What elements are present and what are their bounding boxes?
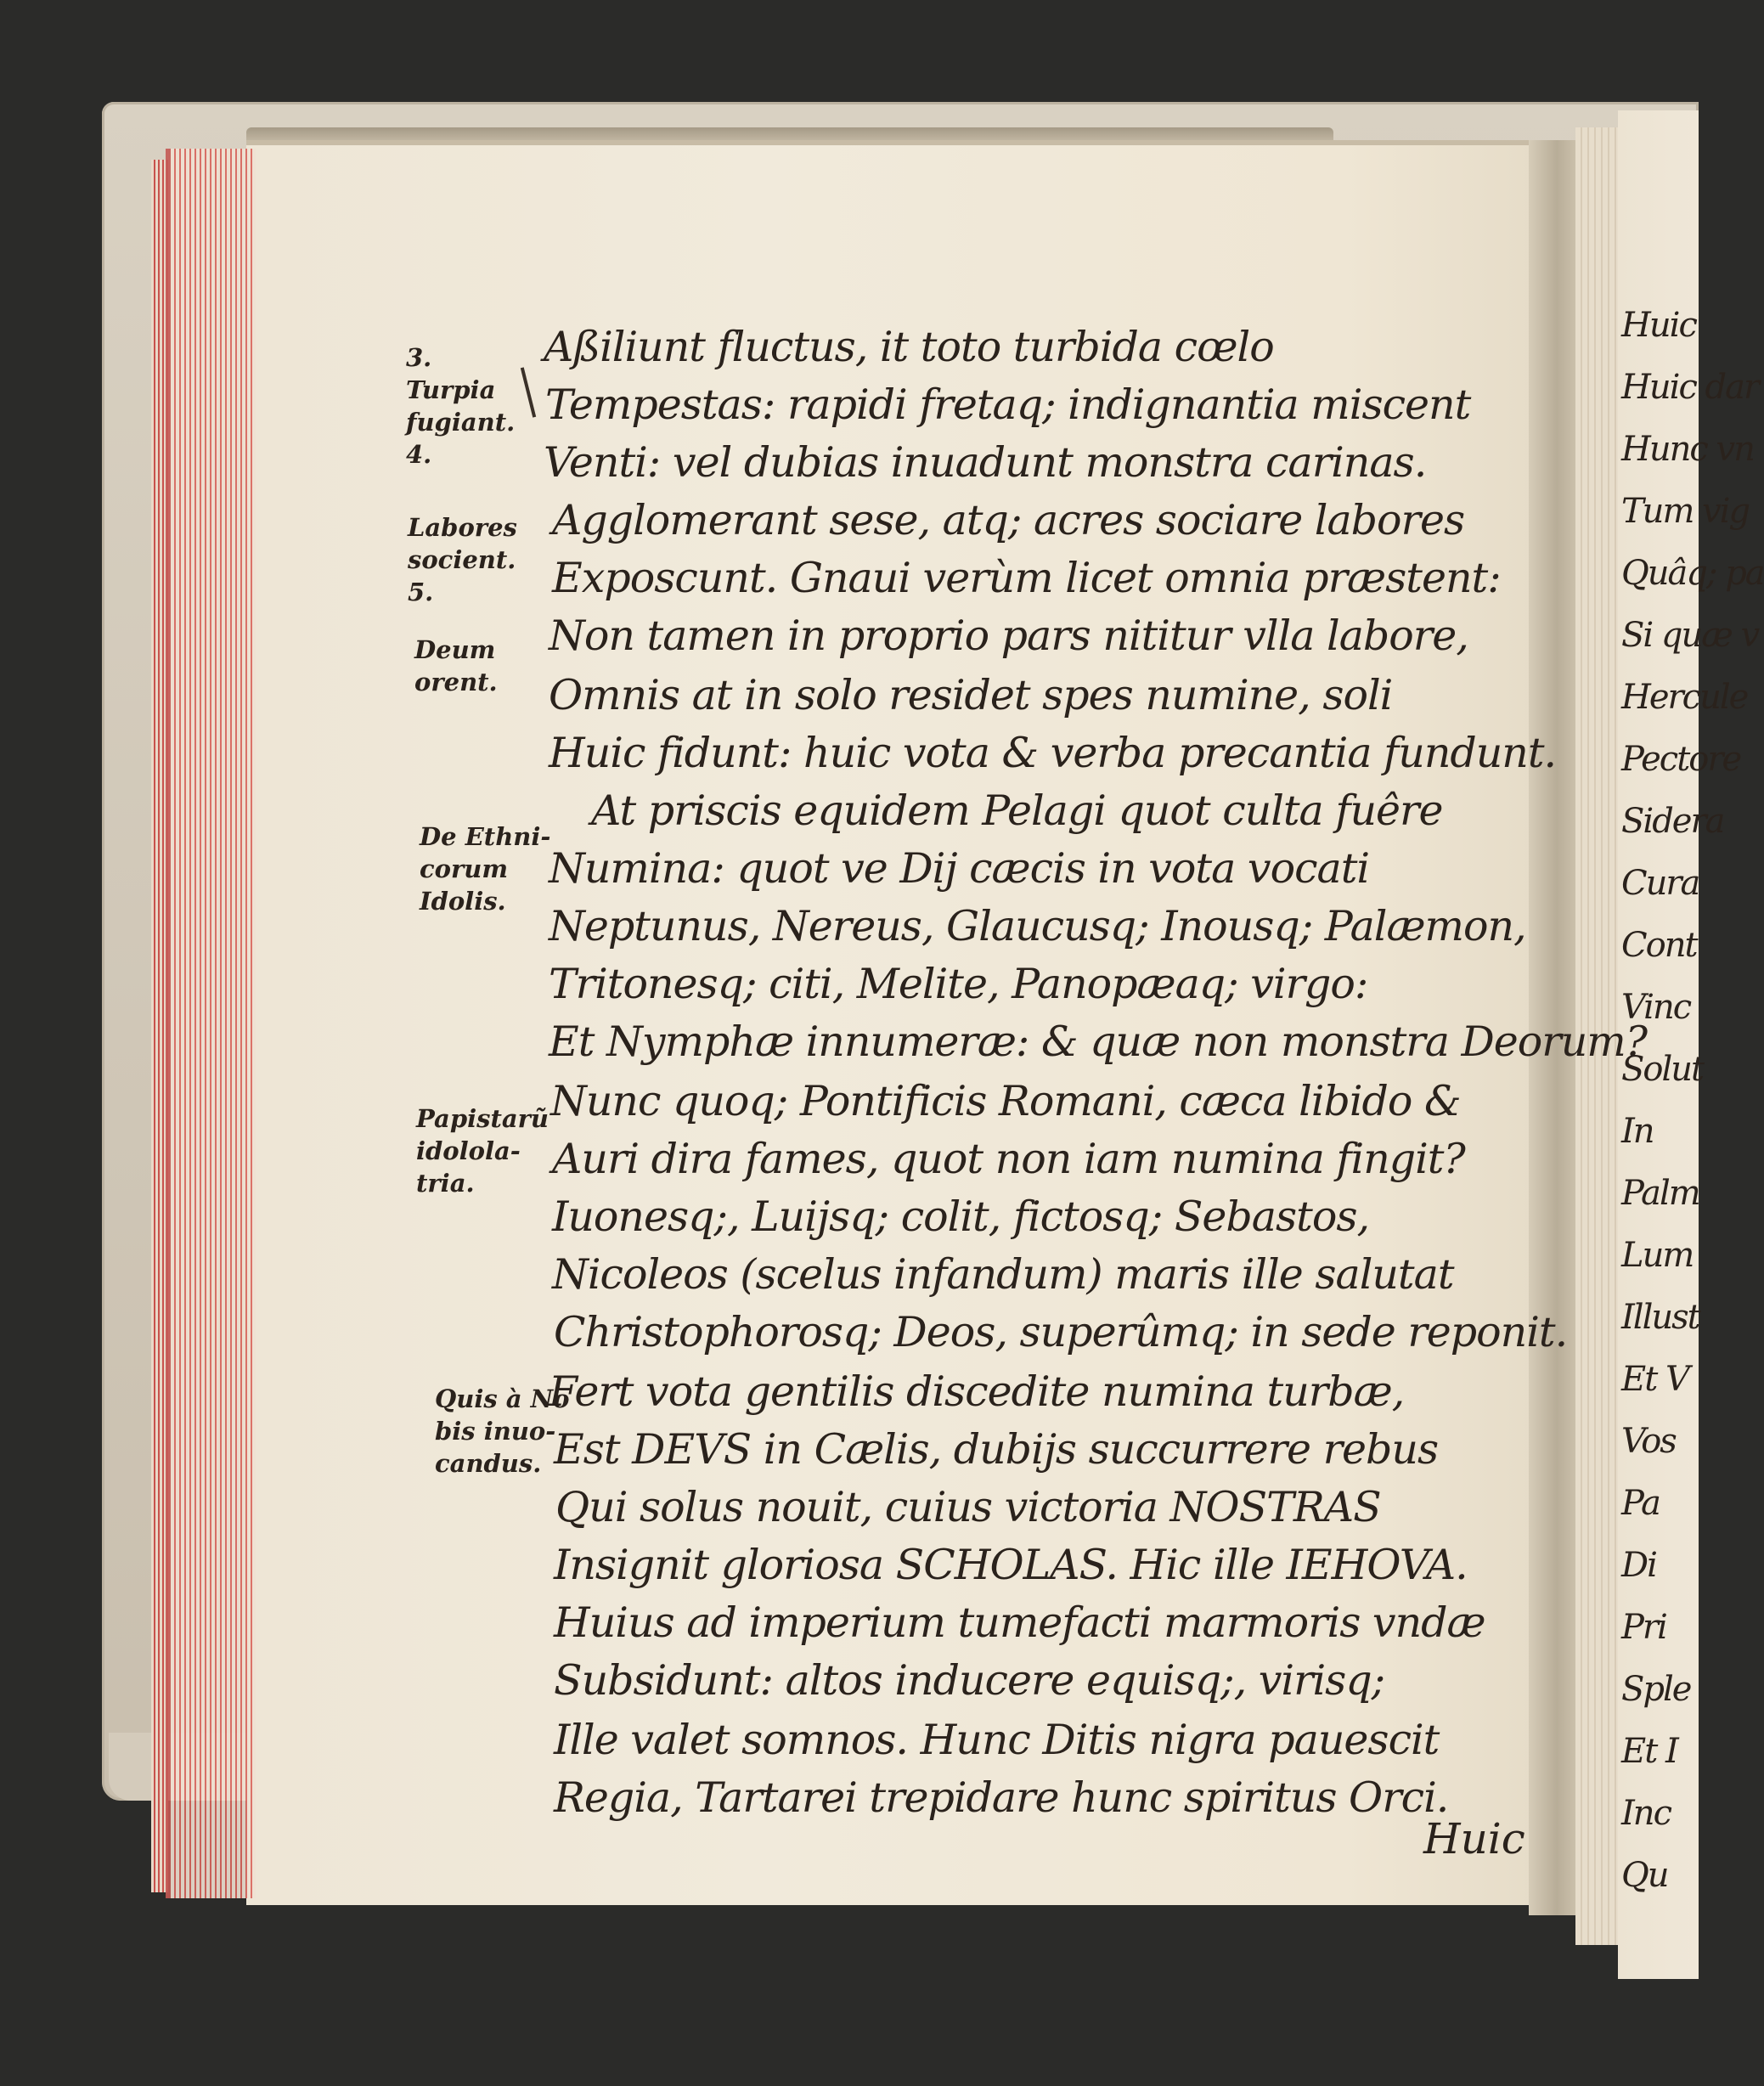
verse-line: Auri dira fames, quot non iam numina fingit?: [552, 1135, 1465, 1183]
margin-note: [414, 634, 498, 698]
margin-note-line: fugiant.: [406, 408, 516, 437]
margin-note: [435, 1383, 570, 1480]
verse-line: Numina: quot ve Dij cæcis in vota vocati: [549, 844, 1370, 893]
facing-page-line: Sidera: [1621, 802, 1724, 841]
margin-note-line: candus.: [435, 1449, 542, 1478]
margin-note-line: idolola-: [416, 1136, 521, 1165]
verse-line: Subsidunt: altos inducere equisq;, virisq;: [554, 1656, 1385, 1705]
margin-note-line: corum: [420, 854, 509, 883]
facing-page-line: Quâq; pa: [1621, 554, 1764, 593]
margin-note-line: Quis à No: [435, 1384, 570, 1413]
facing-page-line: Pri: [1621, 1608, 1666, 1647]
red-fore-edge: [166, 149, 256, 1898]
facing-page-line: Cura: [1621, 864, 1699, 903]
margin-note: [420, 820, 550, 917]
margin-note-line: 3.: [406, 343, 432, 372]
verse-line: Agglomerant sese, atq; acres sociare labores: [552, 496, 1465, 544]
verse-line: Qui solus nouit, cuius victoria NOSTRAS: [555, 1483, 1381, 1531]
margin-note: [416, 1102, 549, 1199]
verse-line: Insignit gloriosa SCHOLAS. Hic ille IEHOVA.: [554, 1541, 1468, 1589]
facing-page-line: Illust: [1621, 1298, 1699, 1337]
verse-line: Est DEVS in Cælis, dubijs succurrere rebus: [554, 1425, 1439, 1474]
facing-page-line: Huic: [1621, 306, 1696, 345]
margin-note-line: Deum: [414, 635, 496, 664]
facing-page-line: Et V: [1621, 1360, 1688, 1399]
facing-page-line: Tum vig: [1621, 492, 1750, 531]
margin-note-line: socient.: [408, 545, 516, 574]
facing-page-line: In: [1621, 1112, 1654, 1151]
facing-page-line: Qu: [1621, 1856, 1668, 1895]
verse-line: Et Nymphæ innumeræ: & quæ non monstra Deorum?: [549, 1018, 1648, 1066]
facing-page-line: Huic dar: [1621, 368, 1759, 407]
verse-line: Regia, Tartarei trepidare hunc spiritus Orci.: [554, 1773, 1449, 1822]
margin-note-line: Labores: [408, 513, 517, 542]
margin-note-line: bis inuo-: [435, 1417, 556, 1446]
facing-page-line: Pa: [1621, 1484, 1660, 1523]
margin-note-line: 4.: [406, 440, 432, 469]
verse-line: Aßiliunt fluctus, it toto turbida cœlo: [544, 323, 1274, 371]
facing-page-line: Di: [1621, 1546, 1656, 1585]
facing-page-line: Sple: [1621, 1670, 1691, 1709]
verse-line: At priscis equidem Pelagi quot culta fuêre: [591, 786, 1443, 835]
facing-page-line: Si quæ v: [1621, 616, 1759, 655]
verse-line: Iuonesq;, Luijsq; colit, fictosq; Sebastos,: [552, 1192, 1370, 1241]
facing-page-line: Pectore: [1621, 740, 1741, 779]
margin-note: [406, 341, 515, 471]
verse-line: Nunc quoq; Pontificis Romani, cæca libido &: [550, 1077, 1461, 1125]
facing-page-line: Hercule: [1621, 678, 1748, 717]
verse-line: Non tamen in proprio pars nititur vlla labore,: [549, 612, 1468, 660]
margin-note-line: orent.: [414, 668, 498, 696]
facing-page-line: Et I: [1621, 1732, 1677, 1771]
verse-line: Fert vota gentilis discedite numina turbæ,: [549, 1367, 1405, 1416]
verse-line: Exposcunt. Gnaui verùm licet omnia præstent:: [552, 554, 1501, 602]
facing-page-line: Hunc vn: [1621, 430, 1754, 469]
verse-line: Christophorosq; Deos, superûmq; in sede reponit.: [554, 1308, 1568, 1356]
verse-text: [544, 0, 1648, 2086]
verse-line: Tritonesq; citi, Melite, Panopæaq; virgo:: [549, 960, 1368, 1008]
margin-note-line: De Ethni-: [420, 822, 551, 851]
facing-page-line: Vinc: [1621, 988, 1691, 1027]
verse-line: Ille valet somnos. Hunc Ditis nigra pauescit: [554, 1716, 1440, 1764]
margin-note-line: Papistarũ: [416, 1104, 549, 1133]
facing-page-line: Cont: [1621, 926, 1697, 965]
facing-page-line: Lum: [1621, 1236, 1694, 1275]
verse-line: Huic fidunt: huic vota & verba precantia fundunt.: [549, 729, 1557, 777]
margin-note-line: 5.: [408, 578, 434, 606]
verse-line: Tempestas: rapidi fretaq; indignantia miscent: [545, 381, 1471, 429]
verse-line: Huius ad imperium tumefacti marmoris vndæ: [554, 1598, 1485, 1647]
facing-page-line: Palm: [1621, 1174, 1699, 1213]
margin-note: [408, 511, 517, 608]
catchword: Huic: [1423, 1814, 1525, 1863]
verse-line: Nicoleos (scelus infandum) maris ille salutat: [552, 1250, 1454, 1299]
facing-page-line: Solut: [1621, 1050, 1704, 1089]
margin-note-line: Turpia: [406, 375, 496, 404]
margin-note-line: Idolis.: [420, 887, 506, 916]
facing-page-line: Inc: [1621, 1794, 1671, 1833]
verse-line: Neptunus, Nereus, Glaucusq; Inousq; Palæmon,: [549, 902, 1526, 950]
verse-line: Venti: vel dubias inuadunt monstra carinas.: [544, 438, 1427, 487]
facing-page-line: Vos: [1621, 1422, 1676, 1461]
verse-line: Omnis at in solo residet spes numine, soli: [549, 671, 1393, 719]
margin-note-line: tria.: [416, 1169, 475, 1198]
